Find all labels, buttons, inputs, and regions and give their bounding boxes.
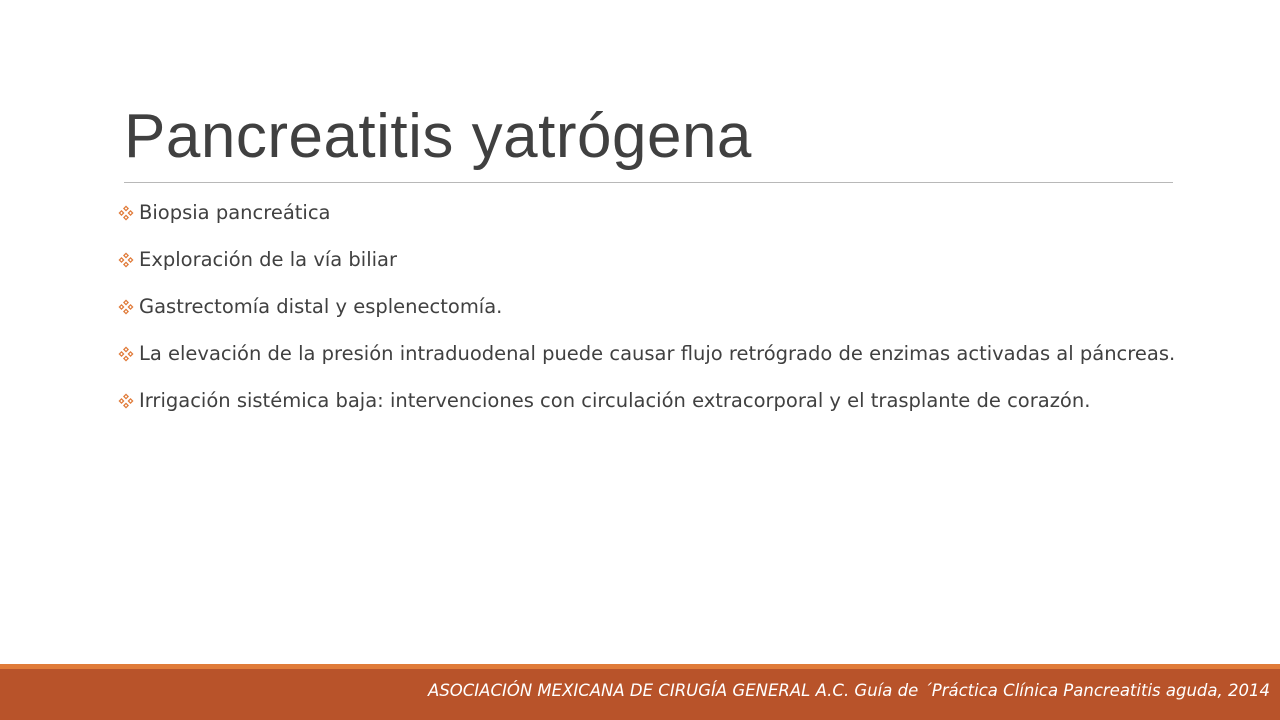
bullet-item <box>118 245 1178 274</box>
bullet-text: Irrigación sistémica baja: intervenciones con circulación extracorporal y el trasplante de corazón. <box>139 389 1091 412</box>
bullet-list <box>118 198 1178 433</box>
title-underline <box>124 182 1173 183</box>
bullet-item <box>118 339 1178 368</box>
bullet-item <box>118 198 1178 227</box>
bullet-text: Exploración de la vía biliar <box>139 248 398 271</box>
bullet-item <box>118 292 1178 321</box>
bullet-item <box>118 386 1178 415</box>
bullet-text: Gastrectomía distal y esplenectomía. <box>139 295 503 318</box>
footer-citation: ASOCIACIÓN MEXICANA DE CIRUGÍA GENERAL A.C. Guía de ´Práctica Clínica Pancreatitis aguda, 2014 <box>428 681 1270 700</box>
four-diamond-icon <box>118 346 134 362</box>
bullet-text: La elevación de la presión intraduodenal puede causar flujo retrógrado de enzimas activadas al páncreas. <box>139 342 1176 365</box>
four-diamond-icon <box>118 252 134 268</box>
four-diamond-icon <box>118 393 134 409</box>
four-diamond-icon <box>118 299 134 315</box>
bullet-text: Biopsia pancreática <box>139 201 331 224</box>
slide-title: Pancreatitis yatrógena <box>124 102 752 171</box>
four-diamond-icon <box>118 205 134 221</box>
